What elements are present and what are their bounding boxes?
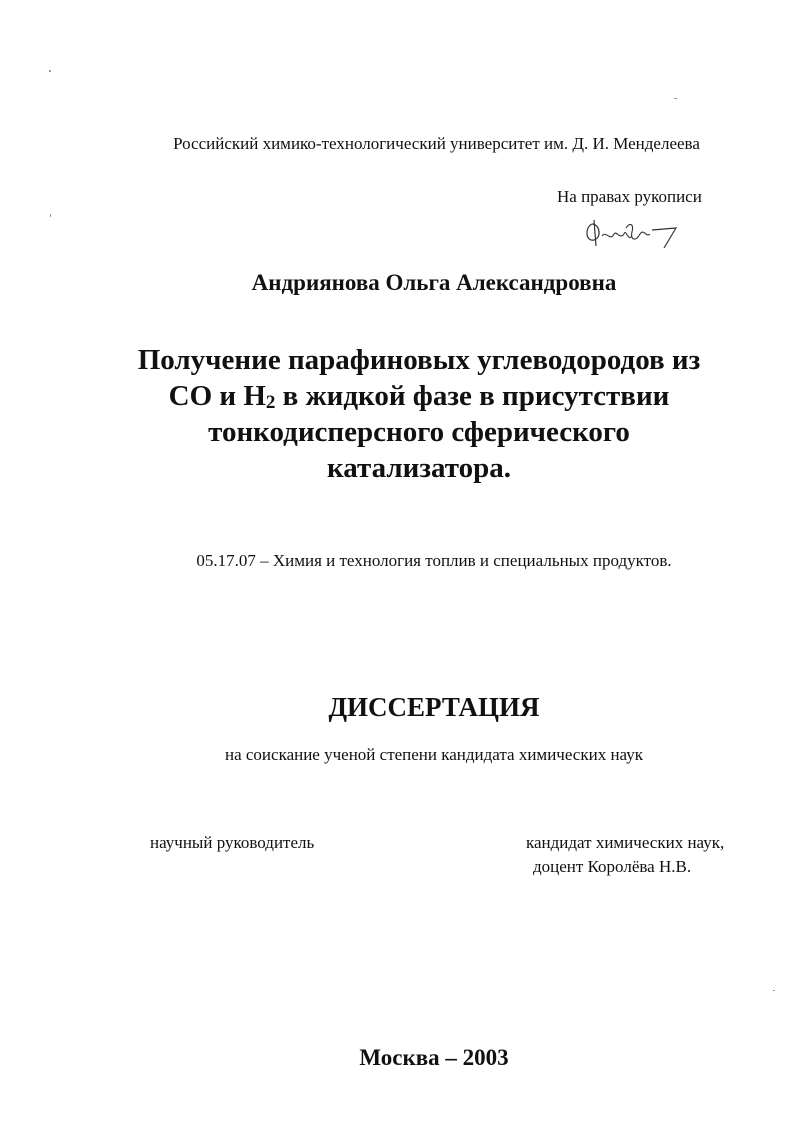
title-line-4: катализатора. bbox=[327, 452, 511, 484]
dissertation-title bbox=[0, 342, 793, 486]
supervisor-label: научный руководитель bbox=[150, 833, 315, 852]
scan-speck bbox=[773, 990, 775, 991]
title-subscript: 2 bbox=[265, 392, 276, 413]
supervisor-degree: кандидат химических наук, bbox=[526, 833, 725, 852]
title-line-2-end: в жидкой фазе в присутствии bbox=[275, 380, 670, 412]
specialty-code: 05.17.07 – Химия и технология топлив и специальных продуктов. bbox=[196, 551, 672, 570]
scan-speck bbox=[49, 70, 51, 72]
author-name: Андриянова Ольга Александровна bbox=[251, 270, 617, 295]
degree-sought: на соискание ученой степени кандидата химических наук bbox=[224, 745, 643, 764]
university-name: Российский химико-технологический университет им. Д. И. Менделеева bbox=[173, 134, 700, 153]
title-line-3: тонкодисперсного сферического bbox=[208, 416, 630, 448]
supervisor-name: доцент Королёва Н.В. bbox=[533, 857, 692, 876]
title-line-2 bbox=[45, 378, 793, 414]
title-line-1: Получение парафиновых углеводородов из bbox=[137, 344, 701, 376]
scan-speck bbox=[674, 98, 677, 99]
handwritten-signature bbox=[580, 212, 680, 252]
city-year: Москва – 2003 bbox=[359, 1045, 509, 1070]
document-type-heading: ДИССЕРТАЦИЯ bbox=[328, 692, 540, 722]
scan-speck bbox=[50, 214, 51, 217]
rights-note: На правах рукописи bbox=[557, 187, 702, 206]
title-line-2-start: СО и Н bbox=[168, 380, 266, 412]
